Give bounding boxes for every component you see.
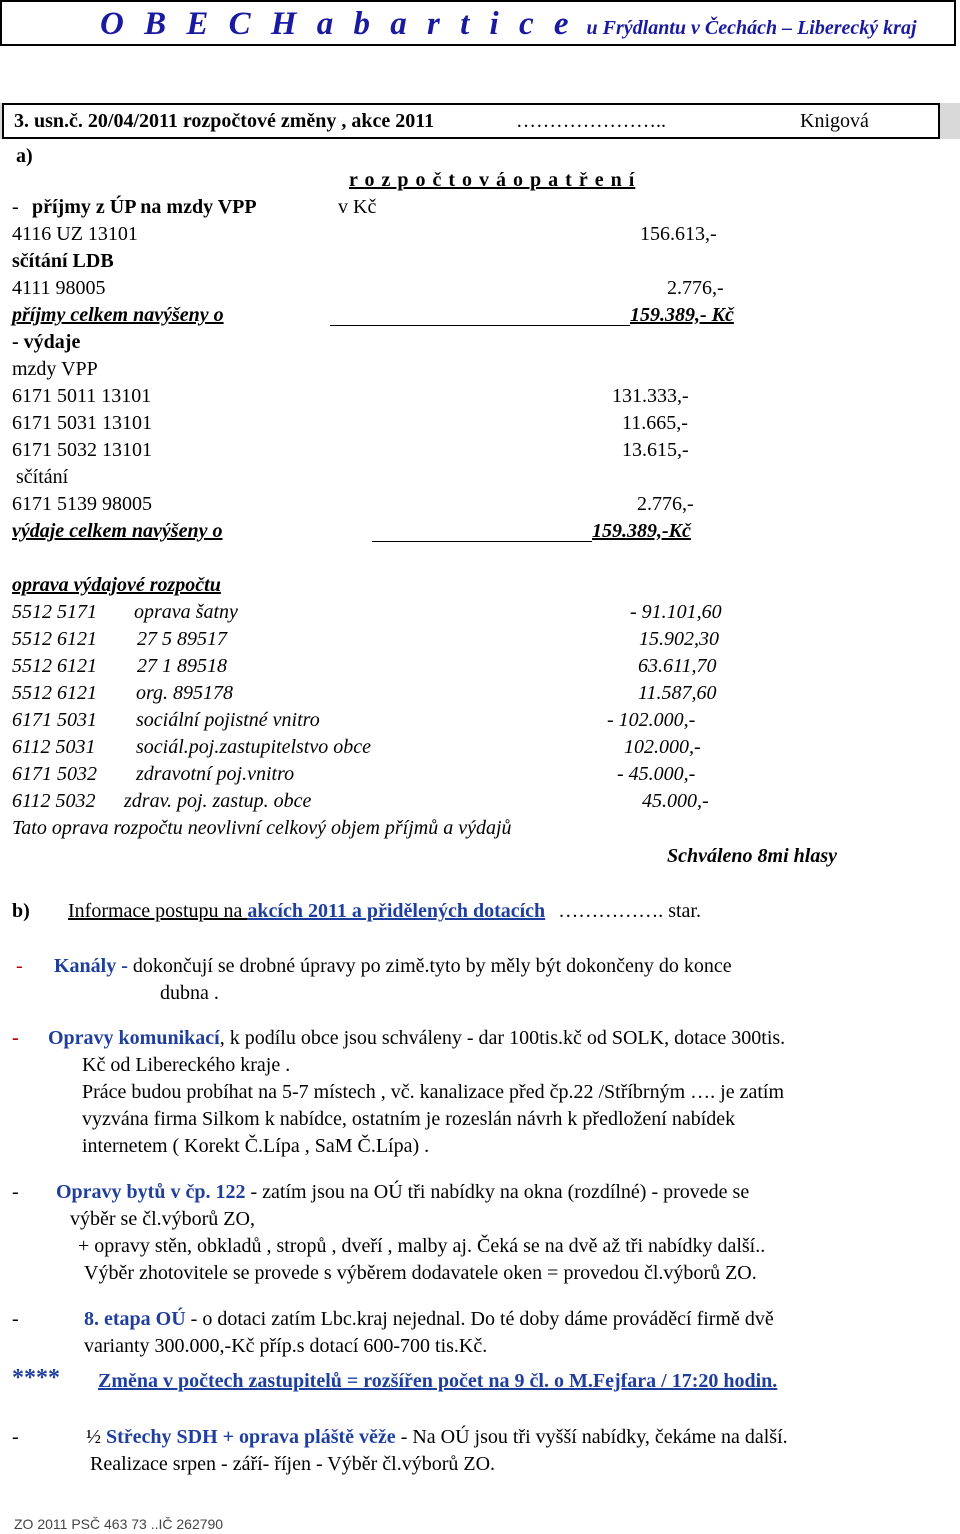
correction-desc: org. 895178 bbox=[136, 682, 234, 704]
roof-line bbox=[86, 1427, 788, 1447]
expense-row-amount: 13.615,- bbox=[622, 439, 689, 461]
expenses-head: - výdaje bbox=[12, 331, 81, 353]
expense-row-amount: 131.333,- bbox=[612, 385, 689, 407]
expense-row-amount: 2.776,- bbox=[637, 493, 694, 515]
item-person: Knigová bbox=[800, 110, 869, 132]
canals-line bbox=[54, 956, 732, 976]
income-head-dash: - bbox=[12, 196, 19, 218]
info-star: star. bbox=[668, 900, 701, 922]
info-line bbox=[68, 901, 701, 921]
roof-text: - Na OÚ jsou tři vyšší nabídky, čekáme na další. bbox=[395, 1426, 788, 1448]
income-total-underline bbox=[330, 325, 630, 326]
correction-desc: sociální pojistné vnitro bbox=[136, 709, 320, 731]
expense-row-code: 6171 5011 13101 bbox=[12, 385, 152, 407]
stage-title: 8. etapa OÚ bbox=[84, 1308, 186, 1330]
municipality-name: O B E C H a b a r t i c e bbox=[100, 6, 575, 42]
info-bold: akcích 2011 a přidělených dotacích bbox=[247, 900, 546, 922]
roof-text-2: Realizace srpen - září- říjen - Výběr čl.výborů ZO. bbox=[90, 1453, 496, 1475]
correction-code: 5512 6121 bbox=[12, 628, 97, 650]
stage-dash: - bbox=[12, 1308, 19, 1330]
roads-text-4: vyzvána firma Silkom k nabídce, ostatním je rozeslán návrh k předložení nabídek bbox=[82, 1108, 736, 1130]
item-dots: ………………….. bbox=[516, 110, 666, 132]
stage-text-2: varianty 300.000,-Kč příp.s dotací 600-700 tis.Kč. bbox=[84, 1335, 488, 1357]
correction-note: Tato oprava rozpočtu neovlivní celkový objem příjmů a výdajů bbox=[12, 817, 512, 839]
income-total-amount: 159.389,- Kč bbox=[630, 304, 734, 326]
footer-text: ZO 2011 PSČ 463 73 ..IČ 262790 bbox=[14, 1516, 224, 1532]
expenses-subhead: mzdy VPP bbox=[12, 358, 98, 380]
correction-code: 6112 5031 bbox=[12, 736, 96, 758]
correction-desc: 27 5 89517 bbox=[137, 628, 227, 650]
item-heading: 3. usn.č. 20/04/2011 rozpočtové změny , akce 2011 bbox=[14, 110, 435, 132]
stars-mark: **** bbox=[12, 1365, 60, 1391]
flats-line bbox=[56, 1182, 749, 1202]
canals-title: Kanály - bbox=[54, 955, 128, 977]
correction-amount: 45.000,- bbox=[642, 790, 709, 812]
correction-code: 5512 6121 bbox=[12, 682, 97, 704]
roads-text-2: Kč od Libereckého kraje . bbox=[82, 1054, 291, 1076]
correction-code: 5512 5171 bbox=[12, 601, 97, 623]
roads-text: , k podílu obce jsou schváleny - dar 100tis.kč od SOLK, dotace 300tis. bbox=[219, 1027, 786, 1049]
part-a-label: a) bbox=[16, 145, 33, 167]
canals-text-cont: dubna . bbox=[160, 982, 219, 1004]
correction-desc: zdrav. poj. zastup. obce bbox=[124, 790, 312, 812]
approval-note: Schváleno 8mi hlasy bbox=[667, 845, 838, 867]
part-b-label: b) bbox=[12, 900, 30, 922]
municipality-location: u Frýdlantu v Čechách – Liberecký kraj bbox=[586, 17, 917, 39]
flats-title: Opravy bytů v čp. 122 bbox=[56, 1181, 246, 1203]
expense-row-code: 6171 5032 13101 bbox=[12, 439, 152, 461]
income-row-code: 4111 98005 bbox=[12, 277, 106, 299]
roads-title: Opravy komunikací bbox=[48, 1027, 220, 1049]
correction-amount: 102.000,- bbox=[624, 736, 701, 758]
correction-code: 5512 6121 bbox=[12, 655, 97, 677]
correction-code: 6112 5032 bbox=[12, 790, 96, 812]
correction-desc: zdravotní poj.vnitro bbox=[136, 763, 295, 785]
correction-amount: 15.902,30 bbox=[639, 628, 719, 650]
income-unit: v Kč bbox=[338, 196, 377, 218]
correction-desc: oprava šatny bbox=[134, 601, 238, 623]
roads-text-3: Práce budou probíhat na 5-7 místech , vč. kanalizace před čp.22 /Stříbrným …. je zatím bbox=[82, 1081, 785, 1103]
flats-text-4: Výběr zhotovitele se provede s výběrem dodavatele oken = provedou čl.výborů ZO. bbox=[84, 1262, 757, 1284]
correction-amount: - 91.101,60 bbox=[630, 601, 722, 623]
correction-amount: - 45.000,- bbox=[617, 763, 696, 785]
income-row-amount: 2.776,- bbox=[667, 277, 724, 299]
correction-desc: 27 1 89518 bbox=[137, 655, 227, 677]
stage-text: - o dotaci zatím Lbc.kraj nejednal. Do té doby dáme prováděcí firmě dvě bbox=[185, 1308, 774, 1330]
flats-dash: - bbox=[12, 1181, 19, 1203]
flats-text-2: výběr se čl.výborů ZO, bbox=[70, 1208, 255, 1230]
correction-amount: 63.611,70 bbox=[638, 655, 717, 677]
info-prefix: Informace postupu na bbox=[68, 900, 248, 922]
correction-code: 6171 5031 bbox=[12, 709, 97, 731]
correction-heading: oprava výdajové rozpočtu bbox=[12, 574, 221, 596]
expense-row-amount: 11.665,- bbox=[622, 412, 688, 434]
roads-line bbox=[48, 1028, 785, 1048]
canals-text: dokončují se drobné úpravy po zimě.tyto by měly být dokončeny do konce bbox=[127, 955, 732, 977]
income-head: příjmy z ÚP na mzdy VPP bbox=[32, 196, 257, 218]
income-row-code: 4116 UZ 13101 bbox=[12, 223, 138, 245]
expense-row-code: 6171 5139 98005 bbox=[12, 493, 152, 515]
correction-amount: - 102.000,- bbox=[607, 709, 696, 731]
roof-title: Střechy SDH + oprava pláště věže bbox=[106, 1426, 396, 1448]
roads-dash: - bbox=[12, 1027, 19, 1049]
roof-half: ½ bbox=[86, 1426, 101, 1448]
correction-desc: sociál.poj.zastupitelstvo obce bbox=[136, 736, 371, 758]
income-row-amount: 156.613,- bbox=[640, 223, 717, 245]
income-total-label: příjmy celkem navýšeny o bbox=[12, 304, 224, 326]
expenses-total-underline bbox=[372, 541, 592, 542]
roof-dash: - bbox=[12, 1426, 19, 1448]
canals-dash: - bbox=[16, 955, 23, 977]
roads-text-5: internetem ( Korekt Č.Lípa , SaM Č.Lípa) . bbox=[82, 1135, 430, 1157]
expense-census-label: sčítání bbox=[16, 466, 69, 488]
council-change: Změna v počtech zastupitelů = rozšířen počet na 9 čl. o M.Fejfara / 17:20 hodin. bbox=[98, 1370, 778, 1392]
info-dots: ……………. bbox=[558, 900, 664, 922]
expenses-total-amount: 159.389,-Kč bbox=[592, 520, 691, 542]
correction-amount: 11.587,60 bbox=[638, 682, 717, 704]
budget-measure-title: r o z p o č t o v á o p a t ř e n í bbox=[349, 169, 636, 191]
flats-text: - zatím jsou na OÚ tři nabídky na okna (rozdílné) - provede se bbox=[245, 1181, 750, 1203]
letterhead bbox=[100, 8, 917, 41]
expense-row-code: 6171 5031 13101 bbox=[12, 412, 152, 434]
correction-code: 6171 5032 bbox=[12, 763, 97, 785]
flats-text-3: + opravy stěn, obkladů , stropů , dveří , malby aj. Čeká se na dvě až tři nabídky další.. bbox=[78, 1235, 766, 1257]
expenses-total-label: výdaje celkem navýšeny o bbox=[12, 520, 223, 542]
stage-line bbox=[84, 1309, 774, 1329]
ldb-label: sčítání LDB bbox=[12, 250, 114, 272]
